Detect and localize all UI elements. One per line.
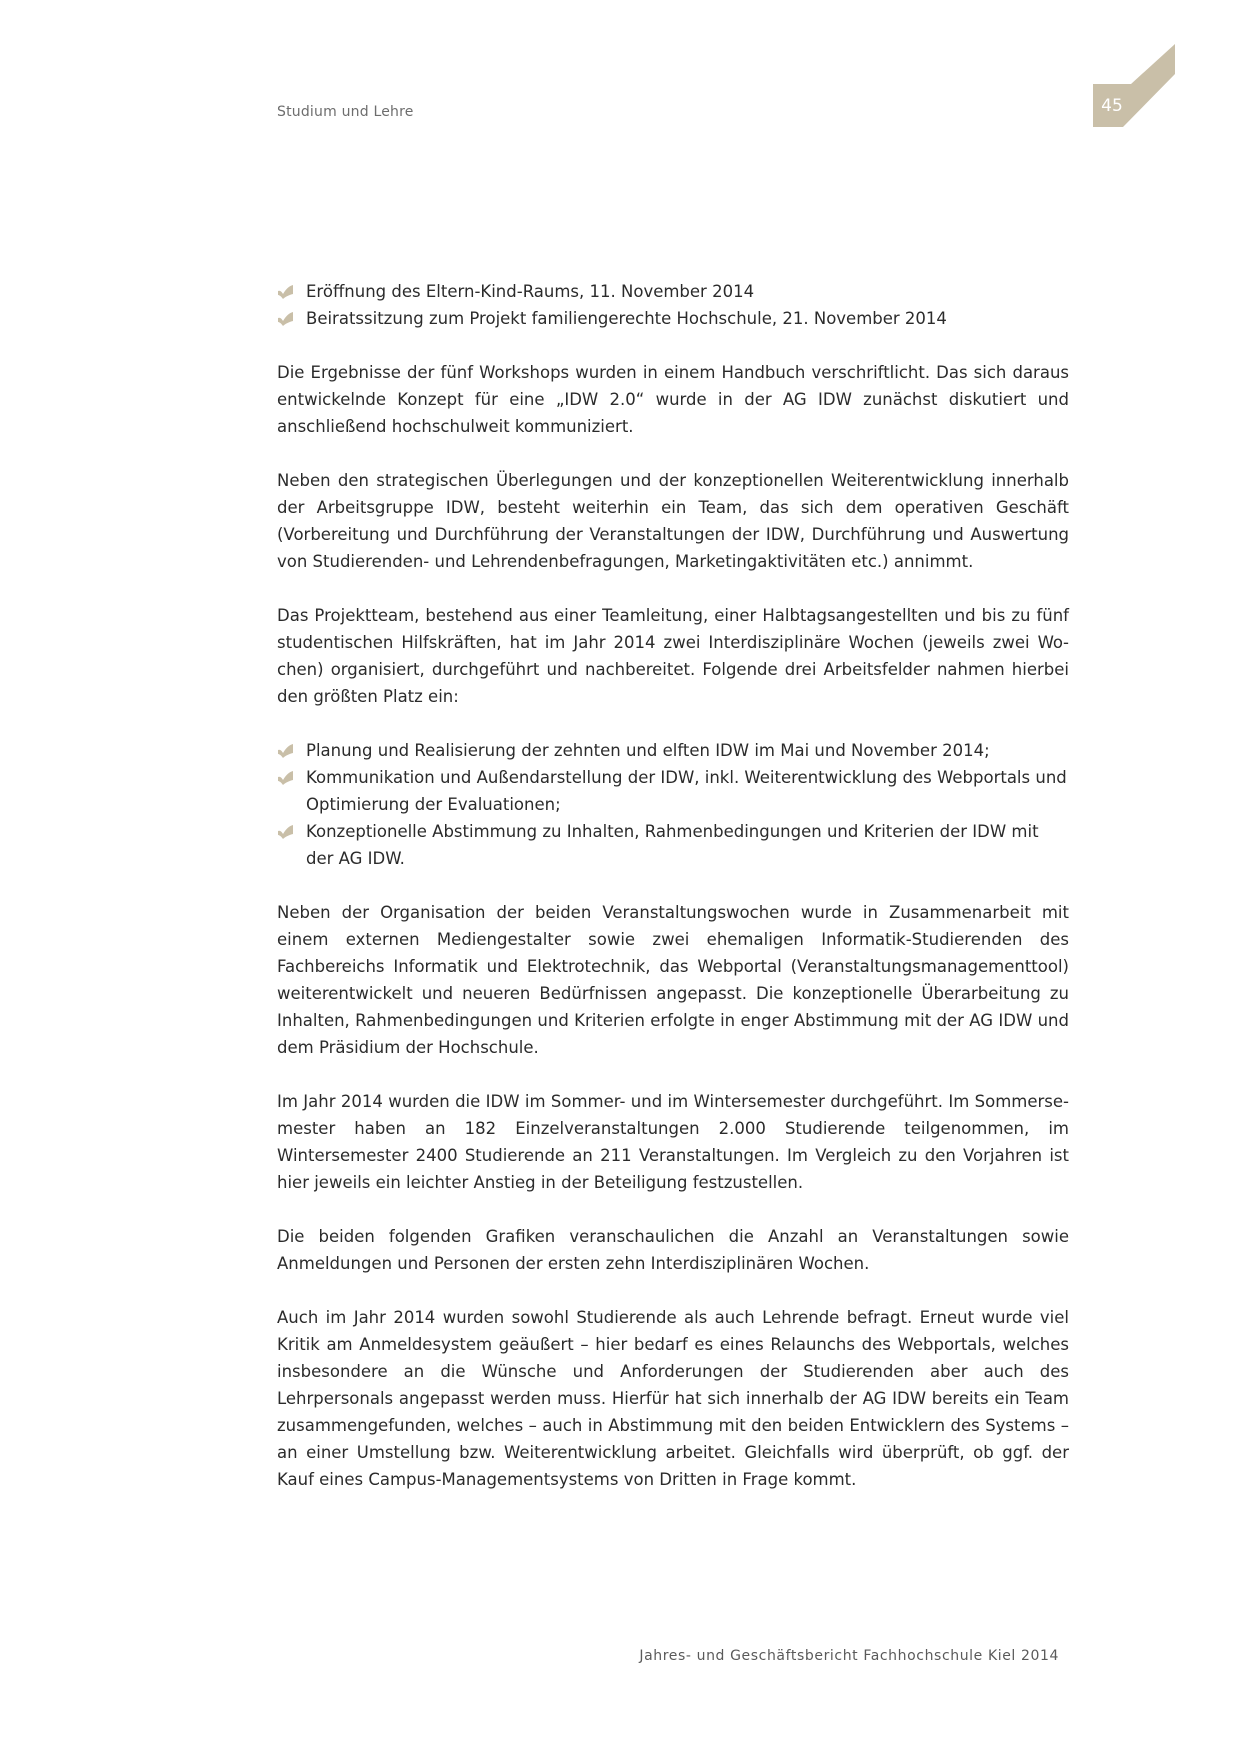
check-swoosh-icon — [277, 744, 294, 758]
work-areas-list — [277, 737, 1069, 872]
list-item-text: Eröffnung des Eltern-Kind-Raums, 11. November 2014 — [306, 282, 755, 301]
list-item-text: Konzeptionelle Abstimmung zu Inhalten, Rahmenbedingungen und Kriterien der IDW mit der AG IDW. — [306, 822, 1039, 868]
paragraph: Die beiden folgenden Grafiken veranschaulichen die Anzahl an Veranstaltungen sowie Anmeldungen und Personen der ersten zehn Interdisziplinären Wochen. — [277, 1227, 1069, 1273]
check-swoosh-icon — [277, 312, 294, 326]
running-header: Studium und Lehre — [277, 104, 414, 120]
list-item-text: Planung und Realisierung der zehnten und elften IDW im Mai und November 2014; — [306, 741, 990, 760]
list-item — [277, 278, 1069, 305]
paragraph: Auch im Jahr 2014 wurden sowohl Studierende als auch Lehrende befragt. Erneut wurde viel Kritik am Anmeldesystem geäußert – hier bedarf es eines Relaunchs des Webportals, welches insbesondere an die Wünsche und Anforderungen der Studierenden aber auch des Lehrpersonals angepasst werden muss. Hierfür hat sich innerhalb der AG IDW bereits ein Team zusammengefunden, welches – auch in Abstimmung mit den beiden Entwicklern des Systems – an einer Umstellung bzw. Weiterentwicklung arbeitet. Gleichfalls wird überprüft, ob ggf. der Kauf eines Campus-Managementsystems von Dritten in Frage kommt. — [277, 1308, 1069, 1489]
list-item-text: Kommunikation und Außendarstellung der IDW, inkl. Weiterentwicklung des Webportals und Optimierung der Evaluationen; — [306, 768, 1067, 814]
paragraph: Neben den strategischen Überlegungen und der konzeptionellen Weiterentwicklung innerhalb der Arbeitsgruppe IDW, besteht weiterhin ein Team, das sich dem operativen Geschäft (Vorbereitung und Durchführung der Veranstaltungen der IDW, Durchführung und Auswertung von Studierenden- und Lehrendenbefragungen, Marketingaktivitäten etc.) annimmt. — [277, 471, 1069, 571]
paragraph: Im Jahr 2014 wurden die IDW im Sommer- und im Wintersemester durchgeführt. Im Sommersemester haben an 182 Einzelveranstaltungen 2.000 Studierende teilgenommen, im Wintersemester 2400 Studierende an 211 Veranstaltungen. Im Vergleich zu den Vorjahren ist hier jeweils ein leichter Anstieg in der Beteiligung festzustellen. — [277, 1092, 1069, 1192]
list-item — [277, 818, 1069, 872]
running-footer: Jahres- und Geschäftsbericht Fachhochschule Kiel 2014 — [639, 1648, 1059, 1664]
list-item — [277, 305, 1069, 332]
check-swoosh-icon — [277, 825, 294, 839]
event-list — [277, 278, 1069, 332]
list-item — [277, 737, 1069, 764]
check-swoosh-icon — [277, 285, 294, 299]
main-content — [277, 278, 1069, 1520]
list-item-text: Beiratssitzung zum Projekt familiengerechte Hochschule, 21. November 2014 — [306, 309, 947, 328]
list-item — [277, 764, 1069, 818]
paragraph: Das Projektteam, bestehend aus einer Teamleitung, einer Halbtagsangestellten und bis zu fünf studentischen Hilfskräften, hat im Jahr 2014 zwei Interdisziplinäre Wochen (jeweils zwei Wochen) organisiert, durchgeführt und nachbereitet. Folgende drei Arbeitsfelder nahmen hierbei den größten Platz ein: — [277, 606, 1069, 706]
check-swoosh-icon — [277, 771, 294, 785]
page-number: 45 — [1101, 96, 1123, 116]
paragraph: Neben der Organisation der beiden Veranstaltungswochen wurde in Zusammenarbeit mit einem externen Mediengestalter sowie zwei ehemaligen Informatik-Studierenden des Fachbereichs Informatik und Elektrotechnik, das Webportal (Veranstaltungsmanagementtool) weiterentwickelt und neueren Bedürfnissen angepasst. Die konzeptionelle Überarbeitung zu Inhalten, Rahmenbedingungen und Kriterien erfolgte in enger Abstimmung mit der AG IDW und dem Präsidium der Hochschule. — [277, 903, 1069, 1057]
paragraph: Die Ergebnisse der fünf Workshops wurden in einem Handbuch verschriftlicht. Das sich daraus entwickelnde Konzept für eine „IDW 2.0“ wurde in der AG IDW zunächst diskutiert und anschließend hochschulweit kommuniziert. — [277, 363, 1069, 436]
